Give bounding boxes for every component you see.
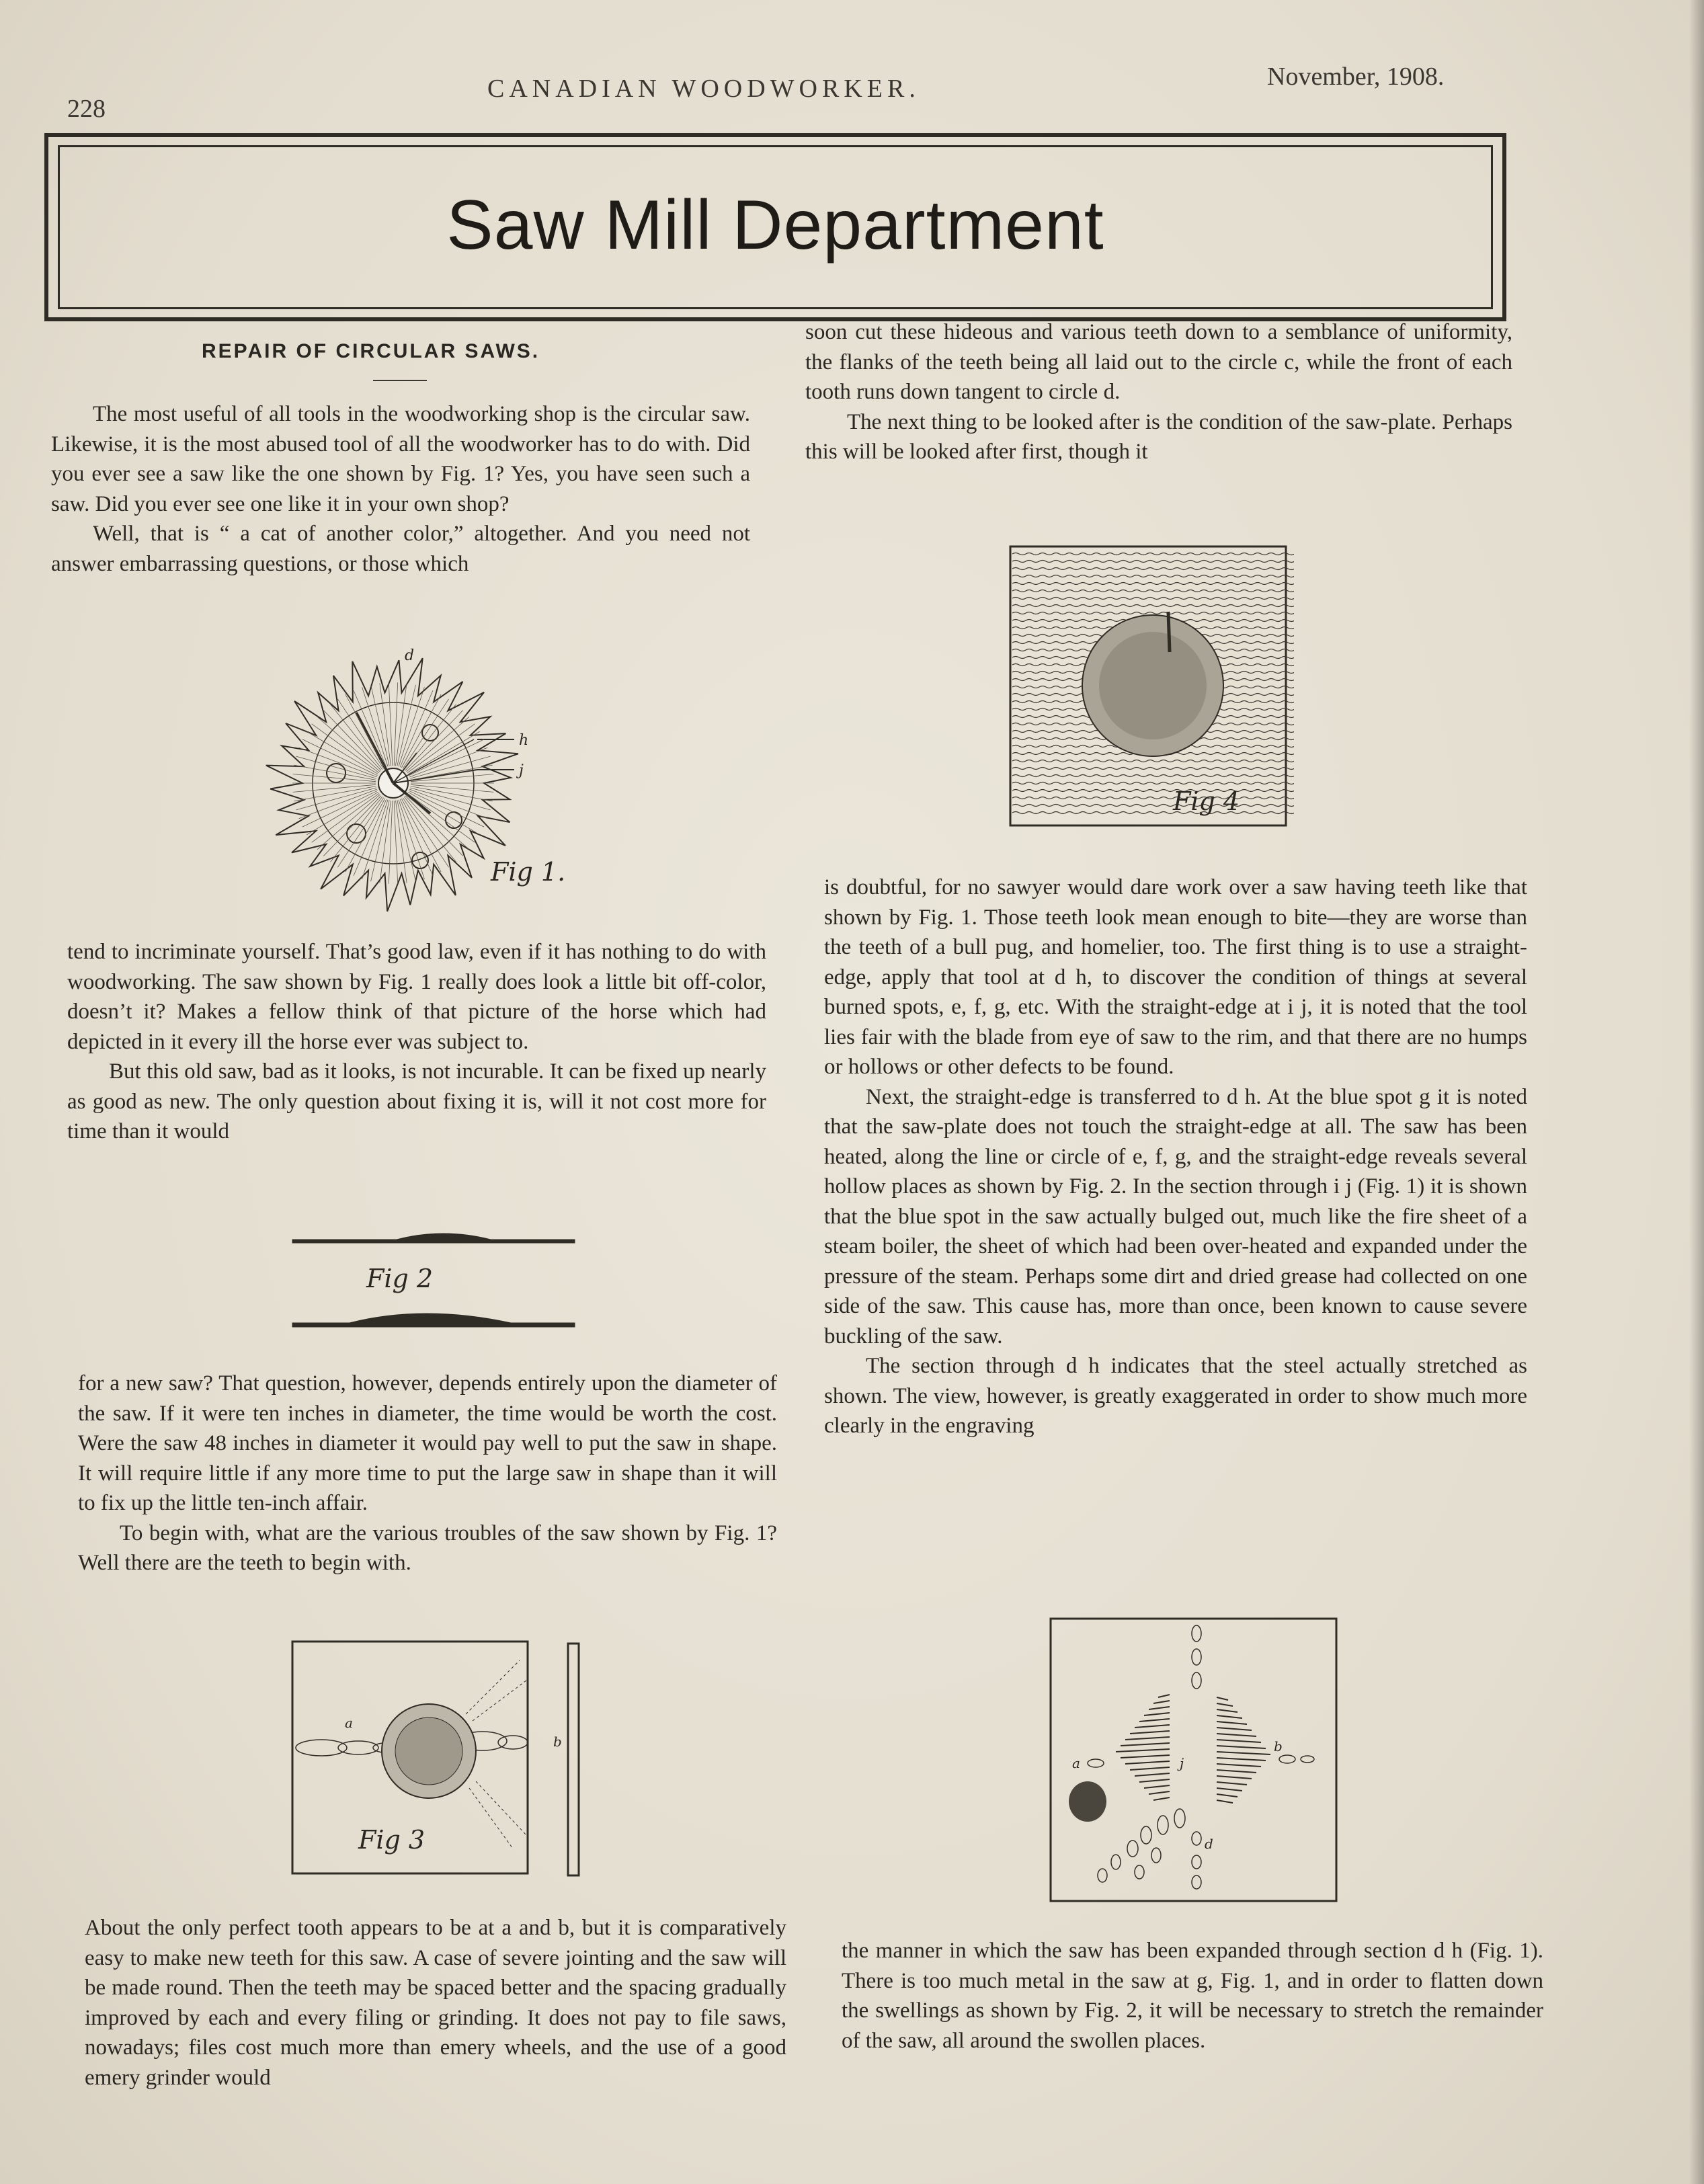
fig1-letter-j: j: [519, 762, 524, 779]
paragraph: To begin with, what are the various troubles of the saw shown by Fig. 1? Well there are the teeth to begin with.: [78, 1521, 777, 1575]
fig1-caption: Fig 1.: [491, 857, 566, 887]
fig3-letter-a: a: [345, 1715, 353, 1731]
paragraph: About the only perfect tooth appears to be at a and b, but it is comparatively easy to make new teeth for this saw. A case of severe jointing and the saw will be made round. Then the teeth may be spaced better and the spacing gradually improved by each and every filing or grinding. It does not pay to file saws, nowadays; files cost much more than emery wheels, and the use of a good emery grinder would: [85, 1916, 786, 2090]
left-column-low: [78, 1369, 777, 1578]
figure-5-expansion-pattern: [1049, 1617, 1338, 1906]
paragraph: for a new saw? That question, however, depends entirely upon the diameter of the saw. If it were ten inches in diameter, the time would be worth the cost. Were the saw 48 inches in diameter it would pay well to put the saw in shape. It will require little if any more time to put the large saw in shape than it will to fix up the little ten-inch affair.: [78, 1371, 777, 1515]
page-number: 228: [67, 95, 106, 123]
paragraph: tend to incriminate yourself. That’s good law, even if it has nothing to do with woodworking. The saw shown by Fig. 1 really does look a little bit off-color, doesn’t it? Makes a fellow think of that picture of the horse which had depicted in it every ill the horse ever was subject to.: [67, 940, 766, 1054]
magazine-title: CANADIAN WOODWORKER.: [487, 75, 920, 103]
paragraph: The section through d h indicates that the steel actually stretched as shown. The view, however, is greatly exaggerated in order to show much more clearly in the engraving: [824, 1354, 1527, 1438]
right-column-top: [805, 317, 1512, 467]
paragraph: soon cut these hideous and various teeth down to a semblance of uniformity, the flanks of the teeth being all laid out to the circle c, while the front of each tooth runs down tangent to circle d.: [805, 320, 1512, 404]
figure-4-plate-lines: [1008, 544, 1294, 830]
left-column-mid: [67, 937, 766, 1147]
department-title: Saw Mill Department: [446, 186, 1104, 264]
figure-2-saw-sections: [289, 1223, 585, 1344]
page-spine-shadow: [1689, 0, 1704, 2184]
fig5-letter-d: d: [1205, 1836, 1213, 1852]
fig1-letter-d: d: [405, 647, 415, 664]
fig1-letter-h: h: [519, 732, 529, 749]
left-column-top: [51, 399, 750, 579]
paragraph: The next thing to be looked after is the condition of the saw-plate. Perhaps this will be looked after first, though it: [805, 409, 1512, 464]
fig5-letter-a: a: [1072, 1755, 1080, 1771]
fig3-letter-b: b: [553, 1734, 562, 1750]
paragraph: Well, that is “ a cat of another color,” altogether. And you need not answer embarrassing questions, or those which: [51, 522, 750, 576]
right-column-bottom: [842, 1936, 1543, 2056]
left-column-bottom: [85, 1913, 786, 2093]
figure-3-plate-detail: [291, 1640, 587, 1882]
paragraph: Next, the straight-edge is transferred to d h. At the blue spot g it is noted that the saw-plate does not touch the straight-edge at all. The saw has been heated, along the line or circle of e, f, g, and the straight-edge reveals several hollow places as shown by Fig. 2. In the section through i j (Fig. 1) it is shown that the blue spot in the saw actually bulged out, much like the fire sheet of a steam boiler, the sheet of which had been over-heated and expanded under the pressure of the steam. Perhaps some dirt and dried grease had collected on one side of the saw. This cause has, more than once, been known to cause severe buckling of the saw.: [824, 1084, 1527, 1348]
article-title: REPAIR OF CIRCULAR SAWS.: [202, 340, 540, 362]
fig3-caption: Fig 3: [358, 1825, 425, 1855]
paragraph: the manner in which the saw has been expanded through section d h (Fig. 1). There is too much metal in the saw at g, Fig. 1, and in order to flatten down the swellings as shown by Fig. 2, it will be necessary to stretch the remainder of the saw, all around the swollen places.: [842, 1939, 1543, 2053]
right-column-mid: [824, 873, 1527, 1441]
fig5-letter-j: j: [1180, 1755, 1184, 1771]
paragraph: The most useful of all tools in the woodworking shop is the circular saw. Likewise, it is the most abused tool of all the woodworker has to do with. Did you ever see a saw like the one shown by Fig. 1? Yes, you have seen such a saw. Did you ever see one like it in your own shop?: [51, 402, 750, 516]
fig4-caption: Fig 4: [1173, 786, 1240, 816]
paragraph: is doubtful, for no sawyer would dare work over a saw having teeth like that shown by Fig. 1. Those teeth look mean enough to bite—they are worse than the teeth of a bull pug, and homelier, too. The first thing is to use a straight-edge, apply that tool at d h, to discover the condition of things at several burned spots, e, f, g, etc. With the straight-edge at i j, it is noted that the tool lies fair with the blade from eye of saw to the rim, and that there are no humps or hollows or other defects to be found.: [824, 875, 1527, 1079]
fig2-caption: Fig 2: [366, 1264, 434, 1293]
issue-date: November, 1908.: [1267, 63, 1445, 91]
department-banner: [44, 133, 1506, 321]
title-rule: [373, 380, 427, 381]
fig5-letter-b: b: [1274, 1738, 1283, 1754]
paragraph: But this old saw, bad as it looks, is not incurable. It can be fixed up nearly as good as new. The only question about fixing it is, will it not cost more for time than it would: [67, 1059, 766, 1143]
figure-1-saw-blade: [255, 639, 578, 921]
